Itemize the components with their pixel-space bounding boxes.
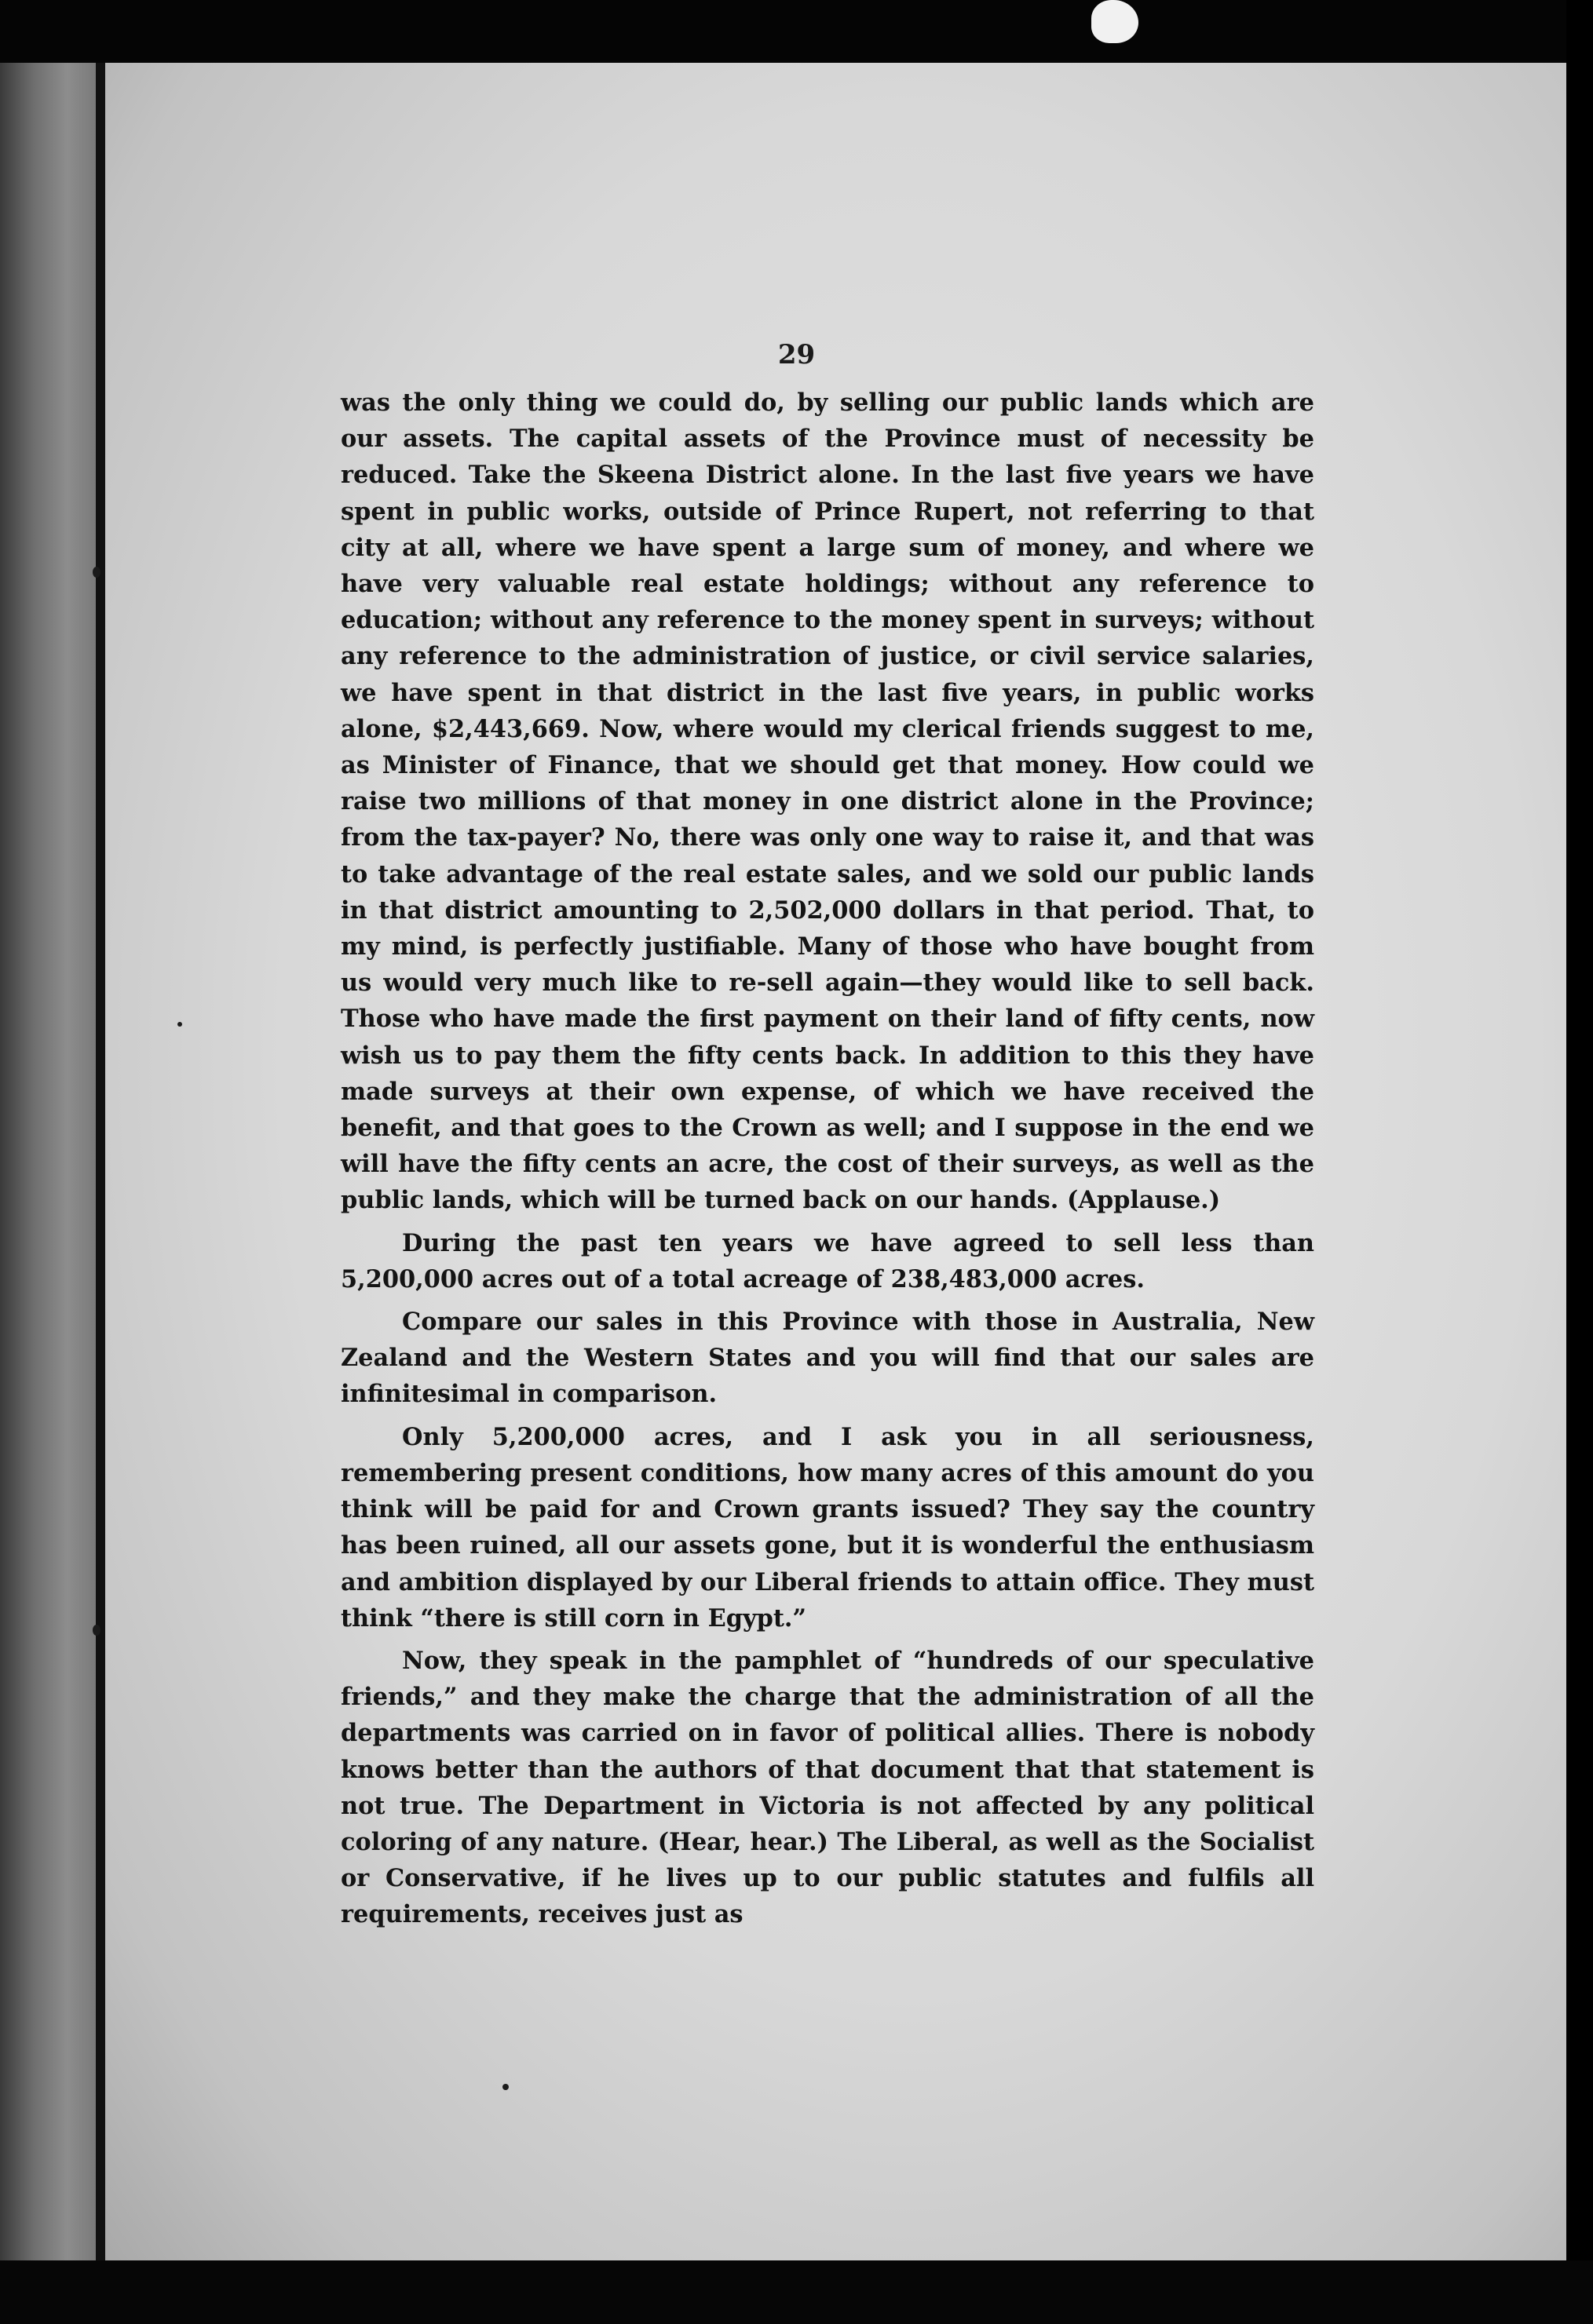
paragraph-continuation: was the only thing we could do, by selling our public lands which are our assets. The capital assets of the Province must of necessity be reduced. Take the Skeena District alone. In the last five years we have spent in public works, outside of Prince Rupert, not referring to that city at all, where we have spent a large sum of money, and where we have very valuable real estate holdings; without any reference to education; without any reference to the money spent in surveys; without any reference to the administration of justice, or civil service salaries, we have spent in that district in the last five years, in public works alone, $2,443,669. Now, where would my clerical friends suggest to me, as Minister of Finance, that we should get that money. How could we raise two millions of that money in one district alone in the Province; from the tax-payer? No, there was only one way to raise it, and that was to take advantage of the real estate sales, and we sold our public lands in that district amounting to 2,502,000 dollars in that period. That, to my mind, is perfectly justifiable. Many of those who have bought from us would very much like to re-sell again—they would like to sell back. Those who have made the first payment on their land of fifty cents, now wish us to pay them the fifty cents back. In addition to this they have made surveys at their own expense, of which we have received the benefit, and that goes to the Crown as well; and I suppose in the end we will have the fifty cents an acre, the cost of their surveys, as well as the public lands, which will be turned back on our hands. (Applause.) [341, 389, 1314, 1215]
paragraph-crown-grants: Only 5,200,000 acres, and I ask you in all seriousness, remembering present conditions, how many acres of this amount do you think will be paid for and Crown grants issued? They say the country has been ruined, all our assets gone, but it is wonderful the enthusiasm and ambition displayed by our Liberal friends to attain office. They must think “there is still corn in Egypt.” [341, 1422, 1314, 1633]
body-text [341, 385, 1314, 1939]
paragraph-comparison: Compare our sales in this Province with those in Australia, New Zealand and the Western States and you will find that our sales are infinitesimal in comparison. [341, 1308, 1314, 1409]
scan-border-bottom [0, 2260, 1593, 2324]
paper-tear-mark [1091, 0, 1138, 43]
paragraph-speculative-friends: Now, they speak in the pamphlet of “hundreds of our speculative friends,” and they make the charge that the administration of all the departments was carried on in favor of political allies. There is nobody knows better than the authors of that document that that statement is not true. The Department in Victoria is not affected by any political coloring of any nature. (Hear, hear.) The Liberal, as well as the Socialist or Conservative, if he lives up to our public statutes and fulfils all requirements, receives just as [341, 1646, 1314, 1929]
ink-speck [502, 2084, 509, 2090]
scan-border-top [0, 0, 1593, 63]
ink-speck [177, 1022, 182, 1027]
binding-gutter-line [96, 63, 105, 2260]
paragraph-acreage: During the past ten years we have agreed to sell less than 5,200,000 acres out of a total acreage of 238,483,000 acres. [341, 1228, 1314, 1293]
facing-page-edge [0, 63, 96, 2260]
page-number: 29 [777, 339, 816, 370]
ink-speck [93, 1625, 100, 1636]
ink-speck [93, 567, 100, 578]
